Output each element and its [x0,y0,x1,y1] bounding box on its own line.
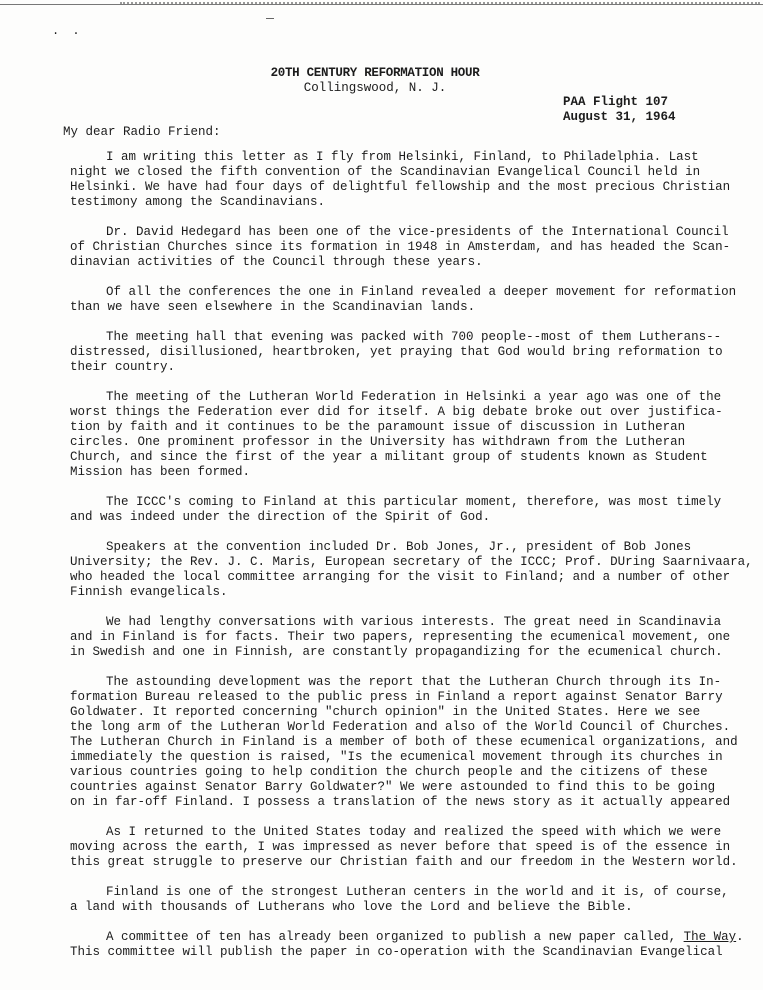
letterhead-title: 20TH CENTURY REFORMATION HOUR [270,66,480,80]
paragraph: I am writing this letter as I fly from Helsinki, Finland, to Philadelphia. Last night we closed the fifth convention of the Scandinavian Evangelical Council held in Helsinki. We have had four days of delightful fellowship and the most precious Christian testimony among the Scandinavians. [70,150,731,209]
paragraph: As I returned to the United States today and realized the speed with which we were moving across the earth, I was impressed as never before that speed is of the essence in this great struggle to preserve our Christian faith and our freedom in the Western world. [70,825,738,869]
final-paragraph-end: . This committee will publish the paper in co-operation with the Scandinavian Evangelical [70,930,744,959]
final-paragraph [70,930,760,960]
paragraph: Speakers at the convention included Dr. Bob Jones, Jr., president of Bob Jones University; the Rev. J. C. Maris, European secretary of the ICCC; Prof. DUring Saarnivaara, who headed the local committee arranging for the visit to Finland; and a number of other Finnish evangelicals. [70,540,753,599]
paragraph: The meeting hall that evening was packed with 700 people--most of them Lutherans-- distressed, disillusioned, heartbroken, yet praying that God would bring reformation to their country. [70,330,723,374]
paragraph: The astounding development was the report that the Lutheran Church through its In- formation Bureau released to the public press in Finland a report against Senator Barry Goldwater. It reported concerning "church opinion" in the United States. Here we see the long arm of the Lutheran World Federation and also of the World Council of Churches. The Lutheran Church in Finland is a member of both of these ecumenical organizations, and immediately the question is raised, "Is the ecumenical movement through its churches in various countries going to help condition the church people and the citizens of these countries against Senator Barry Goldwater?" We were astounded to find this to be going on in far-off Finland. I possess a translation of the news story as it actually appeared [70,675,738,809]
flight-number: PAA Flight 107 [563,95,669,109]
top-edge-line [0,4,763,5]
corner-marks: . . [52,24,83,38]
letter-date: August 31, 1964 [563,110,676,124]
paragraph: Finland is one of the strongest Lutheran centers in the world and it is, of course, a land with thousands of Lutherans who love the Lord and believe the Bible. [70,885,729,914]
letter-body [70,150,760,960]
paragraph: Dr. David Hedegard has been one of the vice-presidents of the International Council of Christian Churches since its formation in 1948 in Amsterdam, and has headed the Scan- dinavian activities of the Council through these years. [70,225,731,269]
tick-mark [266,18,274,19]
final-paragraph-start: A committee of ten has already been organized to publish a new paper called, [106,930,684,944]
letterhead-location: Collingswood, N. J. [303,81,447,95]
salutation: My dear Radio Friend: [63,125,221,139]
paragraph: We had lengthy conversations with various interests. The great need in Scandinavia and in Finland is for facts. Their two papers, representing the ecumenical movement, one in Swedish and one in Finnish, are constantly propagandizing for the ecumenical church. [70,615,731,659]
paragraph: The meeting of the Lutheran World Federation in Helsinki a year ago was one of the worst things the Federation ever did for itself. A big debate broke out over justifica- tion by faith and it continues to be the paramount issue of discussion in Lutheran circles. One prominent professor in the University has withdrawn from the Lutheran Church, and since the first of the year a militant group of students known as Student Mission has been formed. [70,390,723,479]
paragraph: The ICCC's coming to Finland at this particular moment, therefore, was most timely and was indeed under the direction of the Spirit of God. [70,495,722,524]
paper-name: The Way [683,930,737,944]
top-edge-marks [120,0,760,4]
paragraph: Of all the conferences the one in Finland revealed a deeper movement for reformation than we have seen elsewhere in the Scandinavian lands. [70,285,737,314]
